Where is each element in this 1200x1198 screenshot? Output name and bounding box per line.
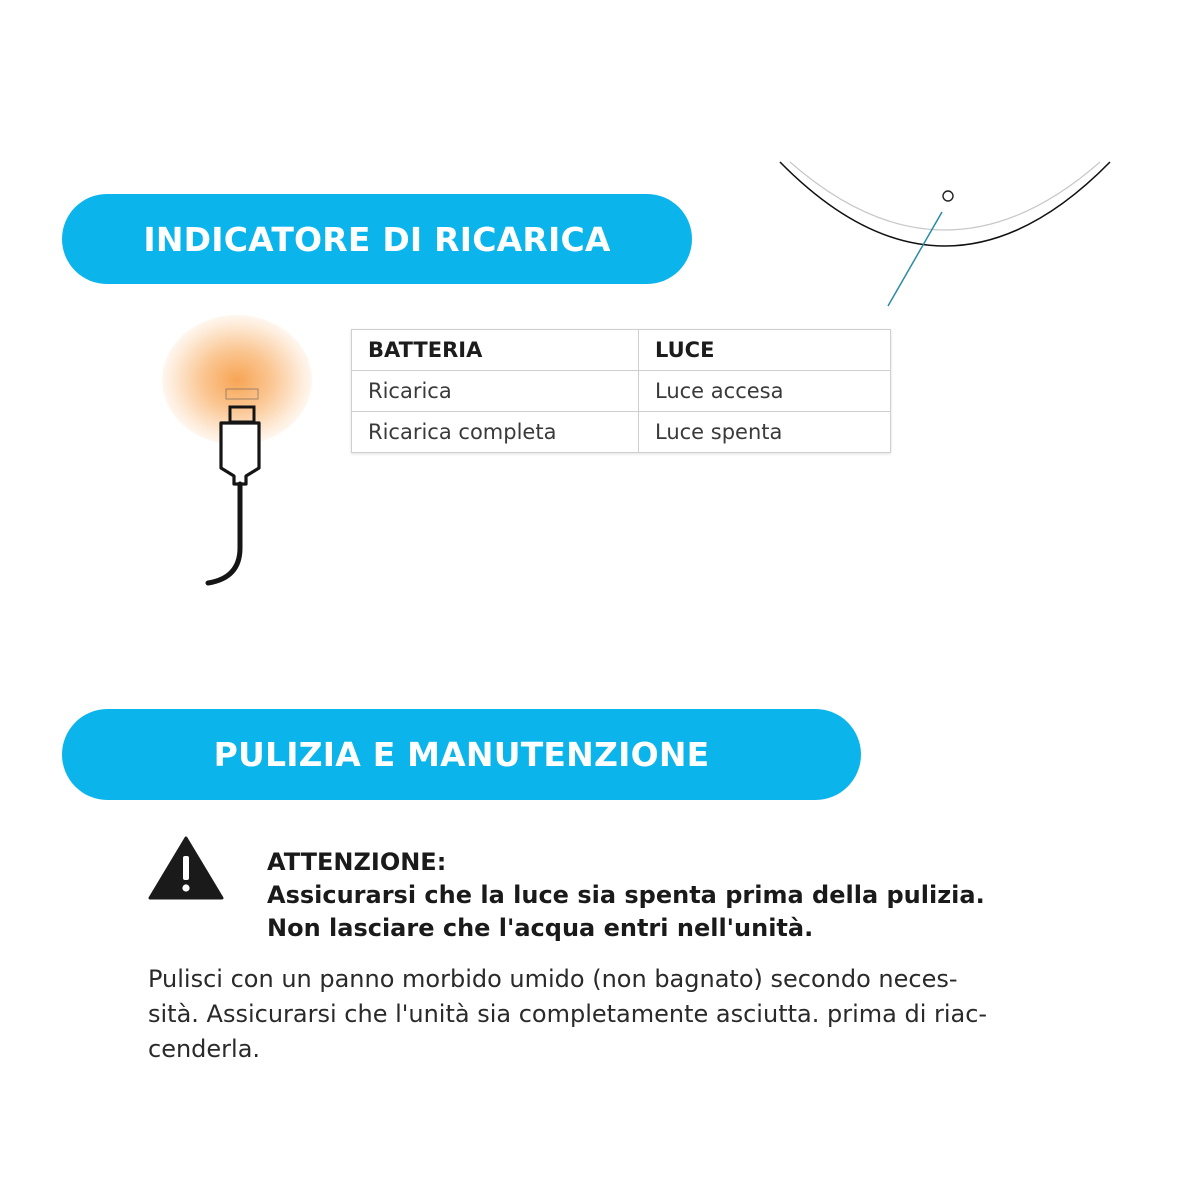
table-row — [352, 371, 891, 412]
charging-status-table — [351, 329, 891, 453]
warning-text — [267, 846, 985, 945]
table-cell: Luce accesa — [639, 371, 891, 412]
column-header-batteria: BATTERIA — [352, 330, 639, 371]
cleaning-instructions — [148, 962, 1108, 1067]
column-header-luce: LUCE — [639, 330, 891, 371]
charging-indicator-title: INDICATORE DI RICARICA — [62, 194, 692, 284]
lamp-outline-icon — [770, 150, 1120, 320]
warning-heading: ATTENZIONE: — [267, 848, 447, 876]
warning-line: Non lasciare che l'acqua entri nell'unità. — [267, 914, 814, 942]
paragraph-line: Pulisci con un panno morbido umido (non bagnato) secondo neces- — [148, 965, 958, 993]
table-cell: Luce spenta — [639, 412, 891, 453]
paragraph-line: cenderla. — [148, 1035, 261, 1063]
table-cell: Ricarica completa — [352, 412, 639, 453]
table-cell: Ricarica — [352, 371, 639, 412]
paragraph-line: sità. Assicurarsi che l'unità sia completamente asciutta. prima di riac- — [148, 1000, 988, 1028]
warning-line: Assicurarsi che la luce sia spenta prima della pulizia. — [267, 881, 985, 909]
usb-c-cable-icon — [195, 380, 275, 590]
cleaning-maintenance-title: PULIZIA E MANUTENZIONE — [62, 709, 861, 800]
table-header-row — [352, 330, 891, 371]
warning-triangle-icon — [148, 836, 224, 900]
table-row — [352, 412, 891, 453]
